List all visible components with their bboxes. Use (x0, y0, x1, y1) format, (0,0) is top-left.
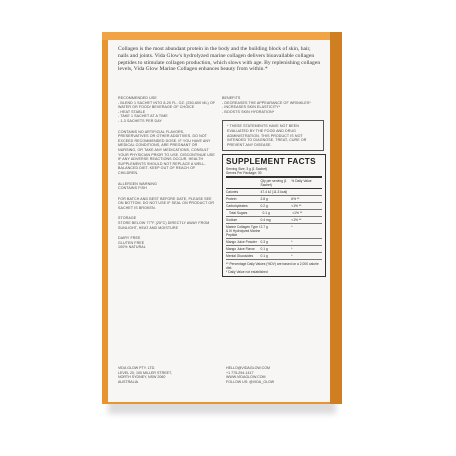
bottom-info (118, 366, 324, 384)
left-column (118, 96, 216, 250)
supplement-facts-table (222, 154, 326, 277)
facts-row: Mango Juice Flavor 0.1 g * (226, 246, 322, 253)
label-panel (108, 40, 330, 402)
facts-row: Sodium 0.4 mg <1% ** (226, 217, 322, 224)
serving-size: Serving Size: 3 g (1 Sachet) (226, 167, 268, 171)
servings-per-package: Serves Per Package: 30 (226, 171, 262, 175)
box-top-edge (102, 32, 342, 40)
facts-row: Calories 47.4 kJ (11.3 kcal) (226, 189, 322, 196)
facts-row: Carbohydrates 0.2 g <1% ** (226, 203, 322, 210)
recommended-line: - BLEND 1 SACHET INTO 8-20 FL. OZ. (250-600 ML) OF WATER OR FOOD/ BEVERAGE OF CHOICE (118, 100, 216, 110)
intro-text: Collagen is the most abundant protein in the body and the building block of skin, hair, nails and joints. Vida Glow's hydrolyzed marine collagen delivers bioavailable collagen peptides to stimulate collagen production, which slows with age. By replenishing collagen levels, Vida Glow Marine Collagen enhances beauty from within.* (118, 46, 321, 73)
benefits-title: BENEFITS (222, 96, 241, 100)
recommended-line: - HEAT STABLE (118, 109, 146, 114)
recommended-line: - 1-3 SACHETS PER DAY (118, 118, 162, 123)
fda-disclaimer: * THESE STATEMENTS HAVE NOT BEEN EVALUATED BY THE FOOD AND DRUG ADMINISTRATION. THIS PRODUCT IS NOT INTENDED TO DIAGNOSE, TREAT, CURE OR PREVENT ANY DISEASE. (222, 120, 324, 151)
facts-row: Mango Juice Powder 0.3 g * (226, 239, 322, 246)
free-of-item: DAIRY FREE (118, 236, 141, 241)
allergen-title: ALLERGEN WARNING (118, 181, 158, 186)
batch-text: FOR BATCH AND BEST BEFORE DATE, PLEASE SEE ON BOTTOM. DO NOT USE IF SEAL ON PRODUCT OR SACHET IS BROKEN. (118, 196, 215, 210)
qty-header: Qty per serving (1 Sachet) (260, 179, 287, 187)
dv-header: % Daily Value (291, 179, 312, 183)
facts-footnote: * Daily Value not established (226, 270, 268, 274)
recommended-title: RECOMMENDED USE (118, 96, 157, 100)
recommended-line: - TAKE 1 SACHET AT A TIME (118, 114, 168, 119)
facts-row: Protein 2.8 g 6% ** (226, 196, 322, 203)
benefit-line: - INCREASES SKIN ELASTICITY* (222, 105, 281, 110)
warning-text: CONTAINS NO ARTIFICIAL FLAVORS, PRESERVATIVES OR OTHER ADDITIVES. DO NOT EXCEED RECOMMENDED DOSE. IF YOU HAVE ANY MEDICAL CONDITIONS, ARE PREGNANT OR NURSING, OR TAKE ANY MEDICATIONS, CONSULT YOUR PHYSICIAN PRIOR TO USE. DISCONTINUE USE IF ANY ADVERSE REACTIONS OCCUR. HEALTH SUPPLEMENTS SHOULD NOT REPLACE A WELL-BALANCED DIET. KEEP OUT OF REACH OF CHILDREN. (118, 129, 215, 175)
benefit-line: - BOOSTS SKIN HYDRATION* (222, 109, 275, 114)
storage-title: STORAGE (118, 216, 137, 221)
facts-row: Mental Glucosides 0.1 g * (226, 253, 322, 260)
storage-text: STORE BELOW 77°F (25°C) DIRECTLY AWAY FROM SUNLIGHT, HEAT AND MOISTURE (118, 221, 210, 230)
facts-title: SUPPLEMENT FACTS (226, 157, 316, 166)
box-side-edge (330, 32, 342, 404)
company-address: VIDA GLOW PTY. LTD. LEVEL 20, 100 MILLER STREET, NORTH SYDNEY, NSW 2060 AUSTRALIA (118, 366, 172, 384)
right-column (222, 96, 324, 151)
facts-row: Marine Collagen Type I & III Hydrolyzed Marine Peptide 2.7 g * (226, 224, 322, 239)
free-of-item: GLUTEN FREE (118, 240, 145, 245)
free-of-item: 100% NATURAL (118, 245, 146, 250)
facts-row: Total Sugars 0.1 g <1% ** (226, 210, 322, 217)
allergen-text: CONTAINS FISH (118, 186, 147, 191)
contact-info: HELLO@VIDAGLOW.COM +1 775-294-1417 WWW.VIDAGLOW.COM FOLLOW US: @VIDA_GLOW (226, 366, 275, 384)
benefit-line: - DECREASES THE APPEARANCE OF WRINKLES* (222, 100, 311, 105)
facts-header-row (226, 178, 322, 189)
facts-footnote: ** Percentage Daily Values (%DV) are based on a 2,000 calorie diet. (226, 262, 319, 270)
